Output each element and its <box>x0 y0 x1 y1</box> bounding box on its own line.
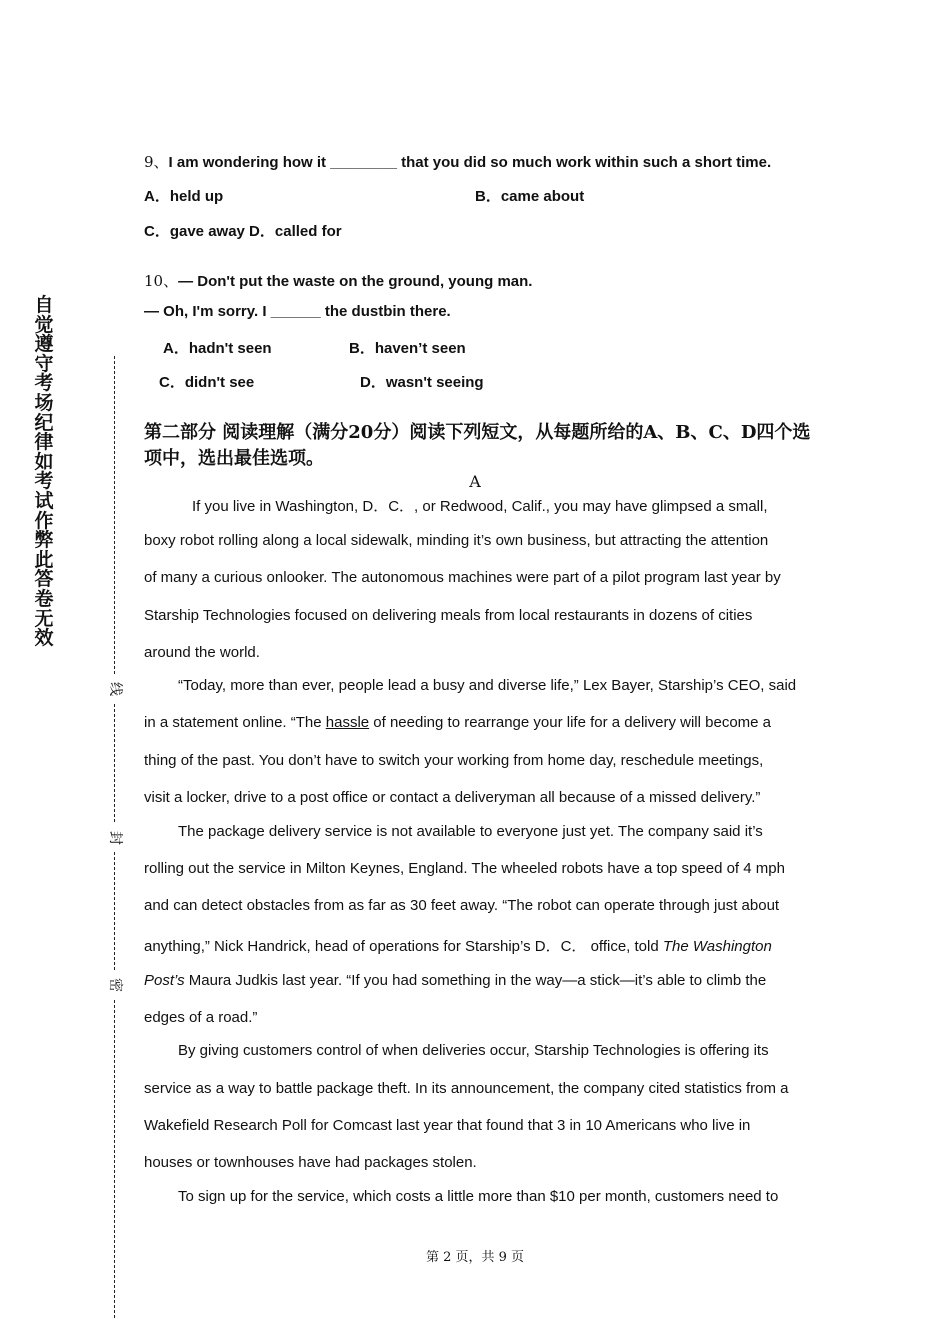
option-d: D．wasn't seeing <box>360 374 484 391</box>
text-run: Maura Judkis last year. “If you had something in the way—a stick—it’s able to climb the <box>184 972 767 989</box>
passage-line <box>144 714 771 731</box>
passage-line: houses or townhouses have had packages stolen. <box>144 1154 477 1171</box>
page-number: 第 2 页，共 9 页 <box>425 1250 525 1265</box>
binding-dashed-line <box>114 704 115 822</box>
question-number: 9、 <box>144 153 169 171</box>
passage-line: To sign up for the service, which costs a little more than $10 per month, customers need to <box>178 1188 779 1205</box>
option-b: B．came about <box>475 188 585 205</box>
passage-line: and can detect obstacles from as far as 30 feet away. “The robot can operate through just about <box>144 897 780 914</box>
option-a: A．hadn't seen <box>163 340 272 357</box>
passage-line: service as a way to battle package theft. In its announcement, the company cited statistics from a <box>144 1080 789 1097</box>
binding-mark-mi: 密 <box>107 978 123 992</box>
option-c-d: C．gave away D．called for <box>144 223 342 240</box>
dialogue-line-2: — Oh, I'm sorry. I ______ the dustbin there. <box>144 303 451 320</box>
binding-dashed-line <box>114 1000 115 1318</box>
passage-line: “Today, more than ever, people lead a busy and diverse life,” Lex Bayer, Starship’s CEO, said <box>178 677 797 694</box>
passage-line: rolling out the service in Milton Keynes, England. The wheeled robots have a top speed of 4 mph <box>144 860 785 877</box>
underlined-word-hassle: hassle <box>325 714 370 731</box>
passage-line: The package delivery service is not available to everyone just yet. The company said it’s <box>178 823 763 840</box>
section-title: 第二部分 阅读理解（满分20分）阅读下列短文，从每题所给的A、B、C、D四个选项中，选出最佳选项。 <box>144 422 811 469</box>
passage-line: around the world. <box>144 644 260 661</box>
exam-discipline-notice: 自觉遵守考场纪律如考试作弊此答卷无效 <box>34 294 54 650</box>
passage-line: boxy robot rolling along a local sidewalk, minding it’s own business, but attracting the attention <box>144 532 769 549</box>
passage-line: By giving customers control of when deliveries occur, Starship Technologies is offering its <box>178 1042 769 1059</box>
binding-mark-feng: 封 <box>107 831 123 845</box>
passage-line: Starship Technologies focused on delivering meals from local restaurants in dozens of cities <box>144 607 753 624</box>
passage-line <box>144 935 772 956</box>
option-b: B．haven’t seen <box>349 340 466 357</box>
passage-label: A <box>469 472 481 491</box>
question-10 <box>144 270 532 291</box>
binding-mark-xian: 线 <box>107 682 123 696</box>
text-run: in a statement online. “The <box>144 714 326 731</box>
passage-line: thing of the past. You don’t have to switch your working from home day, reschedule meetings, <box>144 752 764 769</box>
option-a: A．held up <box>144 188 224 205</box>
question-stem: I am wondering how it ________ that you did so much work within such a short time. <box>168 154 772 171</box>
passage-line: visit a locker, drive to a post office or contact a deliveryman all because of a missed delivery.” <box>144 789 761 806</box>
passage-line <box>144 972 766 989</box>
publication-name: The Washington <box>662 938 772 955</box>
passage-line: Wakefield Research Poll for Comcast last year that found that 3 in 10 Americans who live in <box>144 1117 751 1134</box>
text-run: of needing to rearrange your life for a delivery will become a <box>369 714 772 731</box>
question-9 <box>144 151 771 172</box>
text-run: anything,” Nick Handrick, head of operations for Starship’s D．C． office, told <box>144 938 663 955</box>
passage-line: If you live in Washington, D．C．, or Redwood, Calif., you may have glimpsed a small, <box>192 498 768 515</box>
question-number: 10、 <box>144 272 179 290</box>
passage-line: of many a curious onlooker. The autonomous machines were part of a pilot program last year by <box>144 569 781 586</box>
binding-dashed-line <box>114 852 115 970</box>
passage-line: edges of a road.” <box>144 1009 258 1026</box>
publication-name: Post’s <box>144 972 185 989</box>
option-c: C．didn't see <box>159 374 255 391</box>
dialogue-line-1: — Don't put the waste on the ground, young man. <box>178 273 533 290</box>
binding-dashed-line <box>114 356 115 674</box>
